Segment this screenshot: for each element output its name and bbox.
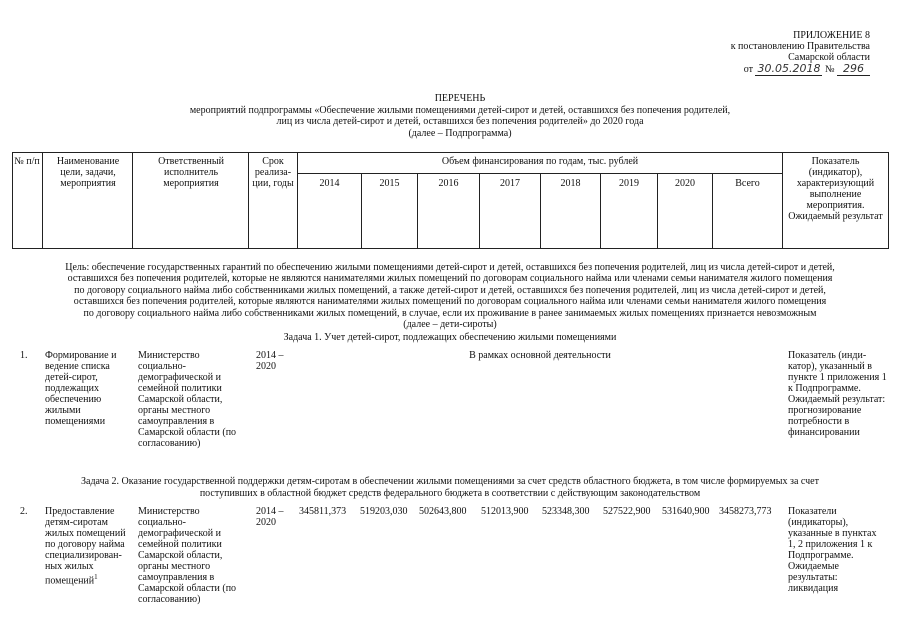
row2-value-2018: 523348,300 — [542, 506, 590, 517]
header-term: Срок реализа- ции, годы — [252, 156, 294, 189]
goal-line-4: оставшихся без попечения родителей, которые являются нанимателями жилых помещений по договорам социального найма или членами семьи нанимателя жилого помещения — [73, 296, 827, 308]
header-indicator: Показатель (индикатор), характеризующий выполнение мероприятия. Ожидаемый результат — [788, 156, 883, 222]
header-year-2019: 2019 — [619, 178, 639, 189]
row2-value-2020: 531640,900 — [662, 506, 710, 517]
task-1-heading: Задача 1. Учет детей-сирот, подлежащих обеспечению жилыми помещениями — [283, 332, 617, 343]
row2-value-total: 3458273,773 — [719, 506, 772, 517]
title-line-3: (далее – Подпрограмма) — [408, 127, 512, 139]
annex-number-prefix: № — [824, 64, 835, 75]
header-year-2015: 2015 — [379, 178, 400, 189]
annex-line-region: Самарской области — [788, 52, 870, 63]
annex-date: 30.05.2018 — [757, 62, 821, 75]
annex-number: 296 — [837, 62, 870, 76]
annex-title: ПРИЛОЖЕНИЕ 8 — [793, 30, 870, 41]
row1-responsible: Министерство социально-демографической и семейной политики Самарской области, органы местного самоуправления в Самарской области (по согласованию) — [138, 350, 237, 449]
row2-responsible: Министерство социально-демографической и семейной политики Самарской области, органы местного самоуправления в Самарской области (по согласованию) — [138, 506, 237, 605]
goal-line-2: оставшихся без попечения родителей, которые не являются нанимателями жилых помещений по договорам социального найма или членами семьи нанимателя жилого помещения — [67, 273, 833, 285]
header-funding: Объем финансирования по годам, тыс. рублей — [441, 156, 639, 167]
goal-line-3: по договору социального найма либо собственниками жилых помещений, а также детей-сирот и детей, оставшихся без попечения родителей, лиц из числа детей-сирот и детей, — [74, 284, 826, 296]
row1-num: 1. — [20, 350, 28, 361]
task-2-line-1: Задача 2. Оказание государственной поддержки детям-сиротам в обеспечении жилыми помещениями за счет средств областного бюджета, в том числе формируемых за счет — [81, 476, 819, 487]
goal-line-5: по договору социального найма либо собственниками жилых помещений, в случае, если их проживание в ранее занимаемых жилых помещениях признается невозможным — [83, 307, 817, 319]
row2-name-cell — [45, 506, 131, 586]
row2-value-2019: 527522,900 — [603, 506, 651, 517]
header-year-2014: 2014 — [319, 178, 340, 189]
header-num: № п/п — [14, 156, 40, 167]
task-2-heading — [10, 476, 890, 499]
annex-line-resolution: к постановлению Правительства — [730, 41, 870, 52]
header-year-2020: 2020 — [675, 178, 695, 189]
header-year-2018: 2018 — [560, 178, 581, 189]
header-total: Всего — [735, 178, 760, 189]
header-year-2017: 2017 — [500, 178, 520, 189]
row2-value-2017: 512013,900 — [481, 506, 529, 517]
title-line-2: лиц из числа детей-сирот и детей, оставшихся без попечения родителей» до 2020 года — [276, 116, 644, 127]
row1-funding: В рамках основной деятельности — [469, 350, 611, 361]
row2-value-2016: 502643,800 — [419, 506, 467, 517]
row2-num: 2. — [20, 506, 28, 517]
task-2-line-2: поступивших в областной бюджет средств федерального бюджета в соответствии с действующим законодательством — [199, 487, 701, 499]
row1-indicator: Показатель (инди-катор), указанный в пункте 1 приложения 1 к Подпрограмме. Ожидаемый результат: прогнозирование потребности в финансировании — [788, 350, 887, 438]
goal-line-6: (далее – дети-сироты) — [403, 319, 497, 331]
annex-date-prefix: от — [743, 64, 753, 75]
row2-indicator: Показатели (индикаторы), указанные в пунктах 1, 2 приложения 1 к Подпрограмме. Ожидаемые результаты: ликвидация — [788, 506, 877, 594]
row2-term: 2014 – 2020 — [256, 506, 284, 528]
annex-block — [680, 30, 870, 75]
row2-name: Предоставление детям-сиротам жилых помещений по договору найма специализирован-ных жилых помещений — [45, 506, 126, 587]
row1-name: Формирование и ведение списка детей-сирот, подлежащих обеспечению жилыми помещениями — [45, 350, 117, 427]
row2-footnote-mark: 1 — [94, 573, 98, 581]
row2-value-2015: 519203,030 — [360, 506, 408, 517]
row2-value-2014: 345811,373 — [299, 506, 347, 517]
document-title — [150, 93, 770, 139]
goal-text — [10, 262, 890, 330]
header-name: Наименование цели, задачи, мероприятия — [56, 156, 120, 189]
title-heading: ПЕРЕЧЕНЬ — [434, 93, 486, 104]
row1-term: 2014 – 2020 — [256, 350, 284, 372]
header-year-2016: 2016 — [438, 178, 459, 189]
annex-date-line — [680, 63, 870, 75]
goal-line-1: Цель: обеспечение государственных гарантий по обеспечению жилыми помещениями детей-сирот и детей, оставшихся без попечения родителей, лиц из числа детей-сирот и детей, — [65, 262, 835, 273]
title-line-1: мероприятий подпрограммы «Обеспечение жилыми помещениями детей-сирот и детей, оставшихся без попечения родителей, — [189, 104, 731, 116]
header-responsible: Ответственный исполнитель мероприятия — [158, 156, 224, 189]
